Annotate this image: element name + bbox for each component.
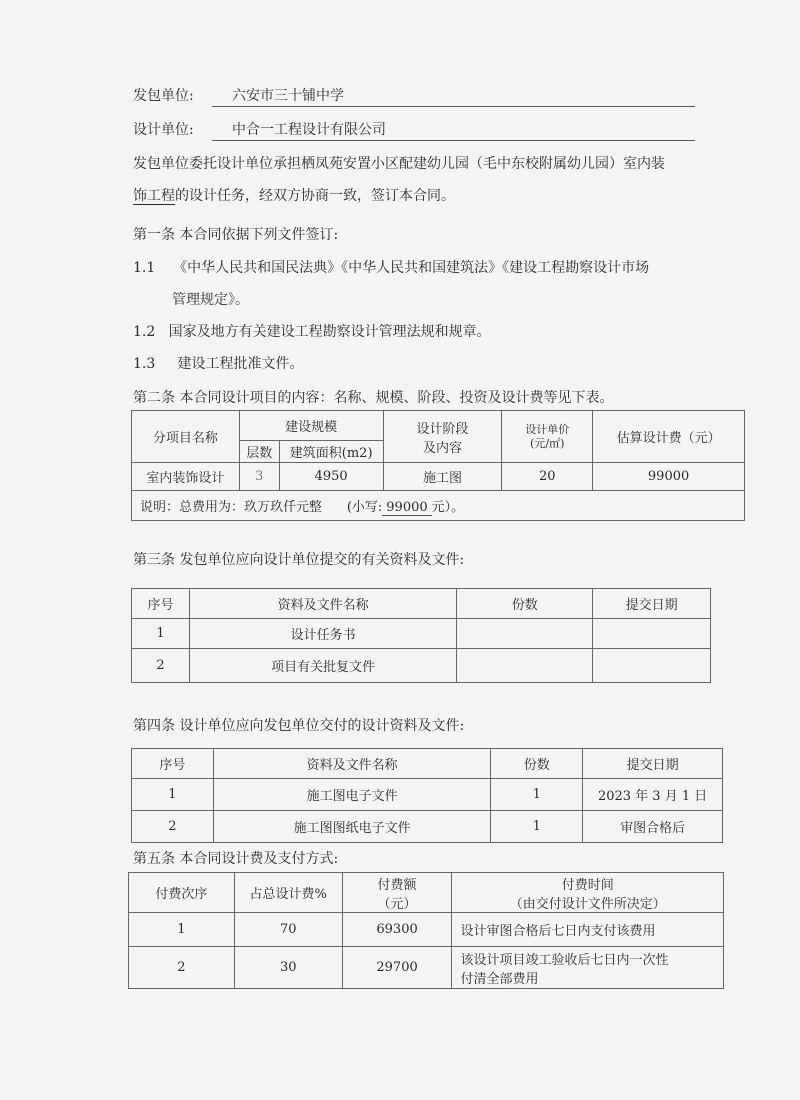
header-copies: 份数 xyxy=(491,749,583,779)
row-time: 该设计项目竣工验收后七日内一次性 付清全部费用 xyxy=(452,947,724,989)
item-text: 《中华人民共和国民法典》《中华人民共和国建筑法》《建设工程勘察设计市场 xyxy=(173,260,650,276)
row-no: 2 xyxy=(132,649,190,683)
article3-table xyxy=(131,588,711,683)
row-ratio: 30 xyxy=(234,947,342,989)
intro-line-1: 发包单位委托设计单位承担栖凤苑安置小区配建幼儿园（毛中东校附属幼儿园）室内装 xyxy=(133,156,665,172)
article3-title: 第三条 发包单位应向设计单位提交的有关资料及文件: xyxy=(133,552,465,568)
row-no: 1 xyxy=(132,779,214,811)
fee-note: 说明：总费用为：玖万玖仟元整 (小写: 99000 元）。 xyxy=(132,491,745,521)
row-unit-price: 20 xyxy=(502,463,593,491)
row-name: 室内装饰设计 xyxy=(132,463,240,491)
row-amount: 29700 xyxy=(342,947,452,989)
article4-table xyxy=(131,748,723,843)
employer-label: 发包单位: xyxy=(133,88,194,104)
intro-rest: 的设计任务，经双方协商一致，签订本合同。 xyxy=(175,188,455,204)
row-doc-name: 设计任务书 xyxy=(189,619,457,649)
header-doc-name: 资料及文件名称 xyxy=(189,589,457,619)
header-amount: 付费额 （元） xyxy=(342,873,452,913)
row-doc-name: 施工图图纸电子文件 xyxy=(213,811,490,843)
row-copies: 1 xyxy=(491,779,583,811)
designer-label: 设计单位: xyxy=(133,122,194,138)
header-order: 付费次序 xyxy=(129,873,235,913)
article1-item-3 xyxy=(133,354,304,374)
header-stage: 设计阶段 及内容 xyxy=(383,411,502,463)
item-text: 建设工程批准文件。 xyxy=(177,356,304,372)
row-amount: 69300 xyxy=(342,913,452,947)
row-area: 4950 xyxy=(279,463,383,491)
article2-table xyxy=(131,410,745,521)
row-date: 2023 年 3 月 1 日 xyxy=(583,779,723,811)
article1-title: 第一条 本合同依据下列文件签订: xyxy=(133,227,339,243)
row-order: 2 xyxy=(129,947,235,989)
item-number: 1.2 xyxy=(133,324,156,340)
designer-value: 中合一工程设计有限公司 xyxy=(212,120,695,141)
header-date: 提交日期 xyxy=(593,589,711,619)
article1-item-1 xyxy=(133,258,649,278)
header-area: 建筑面积(m2) xyxy=(279,441,383,463)
intro-underlined: 饰工程 xyxy=(133,188,175,204)
row-order: 1 xyxy=(129,913,235,947)
item-text: 国家及地方有关建设工程勘察设计管理法规和规章。 xyxy=(168,324,491,340)
header-unit-price: 设计单价 (元/㎡) xyxy=(502,411,593,463)
row-fee: 99000 xyxy=(593,463,745,491)
header-fee: 估算设计费（元） xyxy=(593,411,745,463)
header-scale: 建设规模 xyxy=(239,411,383,441)
item-number: 1.3 xyxy=(133,356,156,372)
employer-value: 六安市三十铺中学 xyxy=(212,86,695,107)
row-no: 1 xyxy=(132,619,190,649)
article4-title: 第四条 设计单位应向发包单位交付的设计资料及文件: xyxy=(133,718,465,734)
header-no: 序号 xyxy=(132,749,214,779)
row-ratio: 70 xyxy=(234,913,342,947)
row-date: 审图合格后 xyxy=(583,811,723,843)
row-doc-name: 项目有关批复文件 xyxy=(189,649,457,683)
row-floors: 3 xyxy=(239,463,279,491)
header-floors: 层数 xyxy=(239,441,279,463)
row-date xyxy=(593,619,711,649)
article5-title: 第五条 本合同设计费及支付方式: xyxy=(133,851,339,867)
row-doc-name: 施工图电子文件 xyxy=(213,779,490,811)
row-copies: 1 xyxy=(491,811,583,843)
header-item-name: 分项目名称 xyxy=(132,411,240,463)
header-no: 序号 xyxy=(132,589,190,619)
row-copies xyxy=(457,649,593,683)
header-doc-name: 资料及文件名称 xyxy=(213,749,490,779)
intro-line-2 xyxy=(133,186,455,206)
row-date xyxy=(593,649,711,683)
header-date: 提交日期 xyxy=(583,749,723,779)
row-time: 设计审图合格后七日内支付该费用 xyxy=(452,913,724,947)
row-no: 2 xyxy=(132,811,214,843)
header-time: 付费时间 （由交付设计文件所决定） xyxy=(452,873,724,913)
article1-item-2 xyxy=(133,322,491,342)
article1-item-1-cont: 管理规定》。 xyxy=(172,292,249,308)
article2-title: 第二条 本合同设计项目的内容：名称、规模、阶段、投资及设计费等见下表。 xyxy=(133,390,614,406)
row-copies xyxy=(457,619,593,649)
header-copies: 份数 xyxy=(457,589,593,619)
article5-table xyxy=(128,872,724,989)
item-number: 1.1 xyxy=(133,260,156,276)
row-stage: 施工图 xyxy=(383,463,502,491)
header-ratio: 占总设计费% xyxy=(234,873,342,913)
